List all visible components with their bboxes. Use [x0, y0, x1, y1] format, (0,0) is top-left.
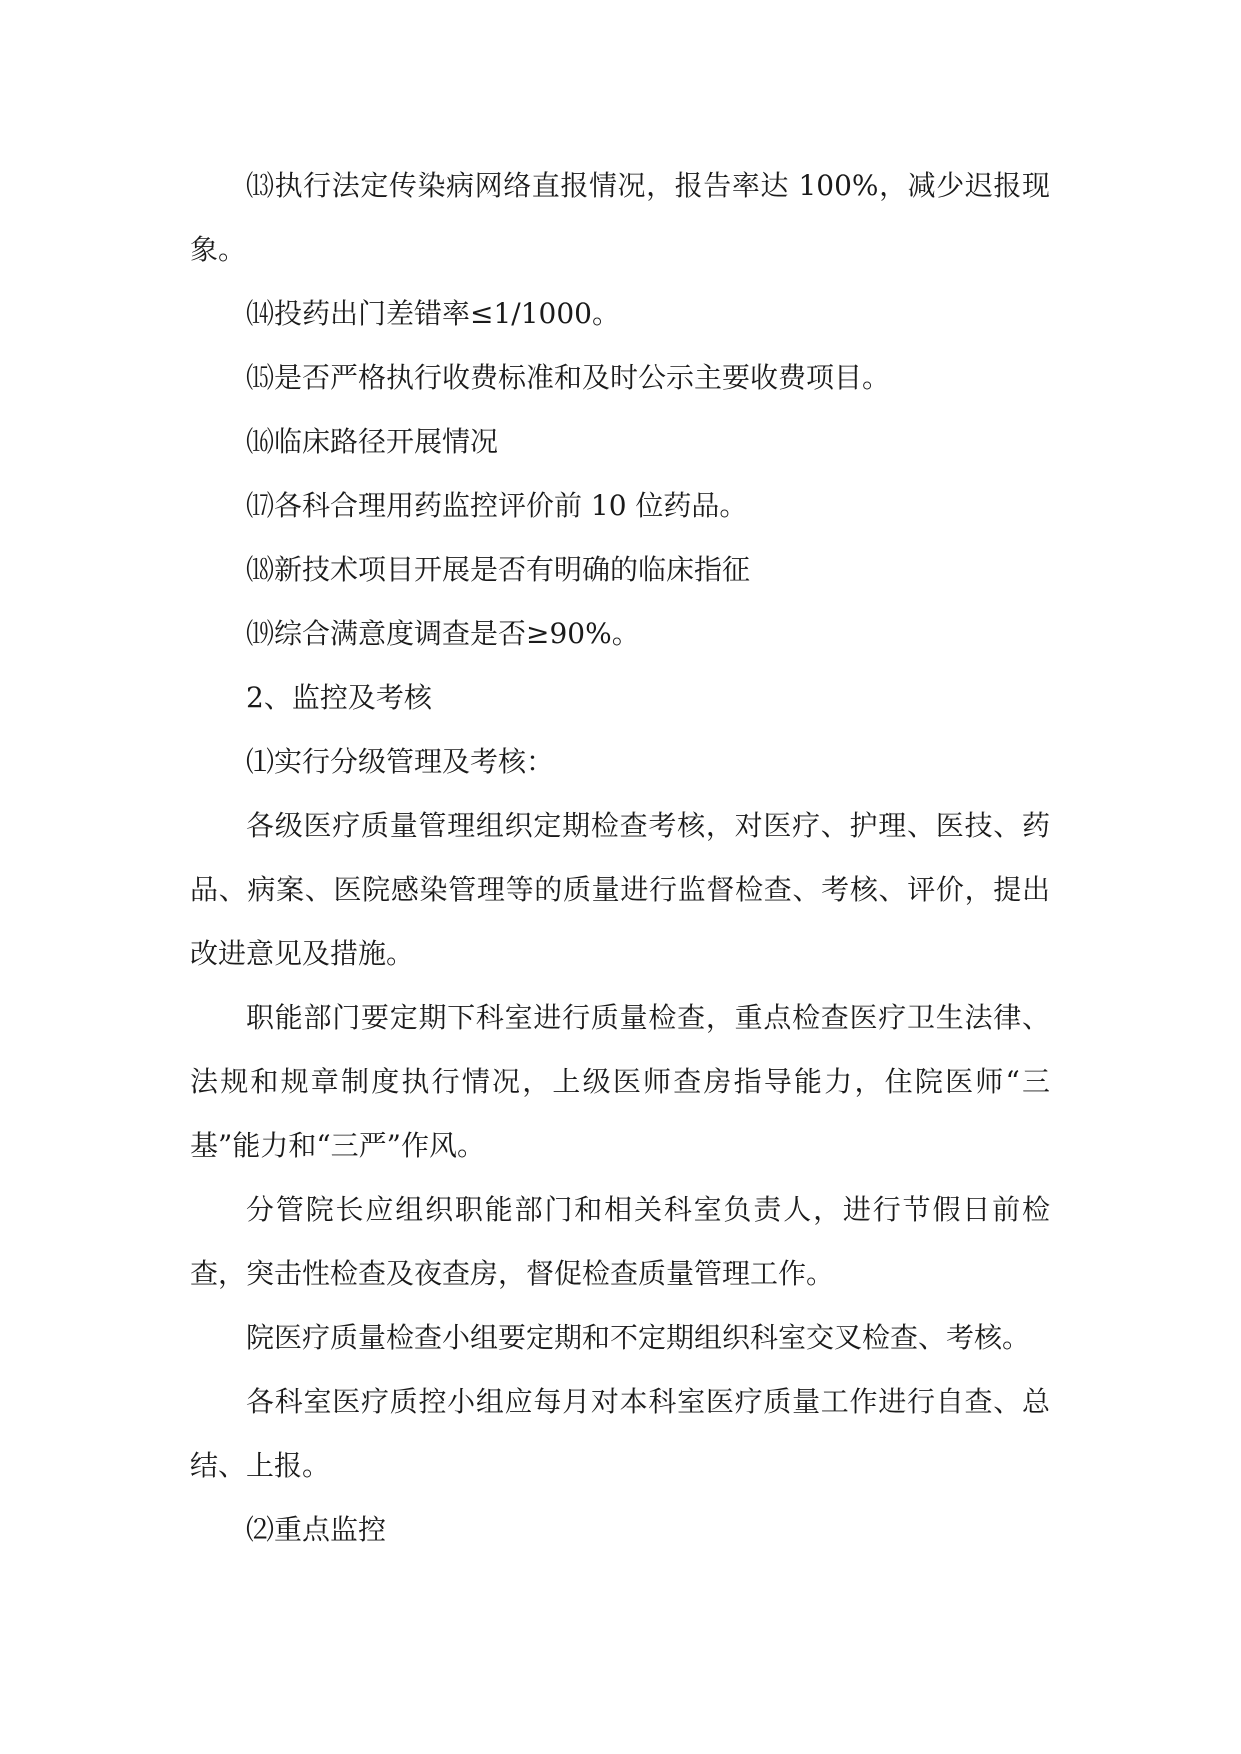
subsection-heading-graded-management: ⑴实行分级管理及考核： [246, 745, 555, 778]
paragraph-vice-president: 分管院长应组织职能部门和相关科室负责人，进行节假日前检查，突击性检查及夜查房，督促检查质量管理工作。 [190, 1193, 1050, 1290]
paragraph-item-13: ⒀执行法定传染病网络直报情况，报告率达 100%，减少迟报现象。 [190, 169, 1050, 266]
paragraph-department-qc: 各科室医疗质控小组应每月对本科室医疗质量工作进行自查、总结、上报。 [190, 1385, 1050, 1482]
paragraph-item-19: ⒆综合满意度调查是否≥90%。 [246, 617, 640, 650]
paragraph-quality-organizations: 各级医疗质量管理组织定期检查考核，对医疗、护理、医技、药品、病案、医院感染管理等的质量进行监督检查、考核、评价，提出改进意见及措施。 [190, 809, 1050, 970]
paragraph-item-15: ⒂是否严格执行收费标准和及时公示主要收费项目。 [246, 361, 891, 394]
document-body [190, 154, 1050, 1562]
subsection-heading-key-monitoring: ⑵重点监控 [246, 1513, 387, 1546]
paragraph-item-18: ⒅新技术项目开展是否有明确的临床指征 [246, 553, 751, 586]
paragraph-item-16: ⒃临床路径开展情况 [246, 425, 499, 458]
paragraph-item-14: ⒁投药出门差错率≤1/1000。 [246, 297, 620, 330]
section-heading-monitoring: 2、监控及考核 [246, 681, 432, 714]
paragraph-inspection-team: 院医疗质量检查小组要定期和不定期组织科室交叉检查、考核。 [246, 1321, 1031, 1354]
paragraph-functional-departments: 职能部门要定期下科室进行质量检查，重点检查医疗卫生法律、法规和规章制度执行情况，上级医师查房指导能力，住院医师“三基”能力和“三严”作风。 [190, 1001, 1050, 1162]
paragraph-item-17: ⒄各科合理用药监控评价前 10 位药品。 [246, 489, 748, 522]
